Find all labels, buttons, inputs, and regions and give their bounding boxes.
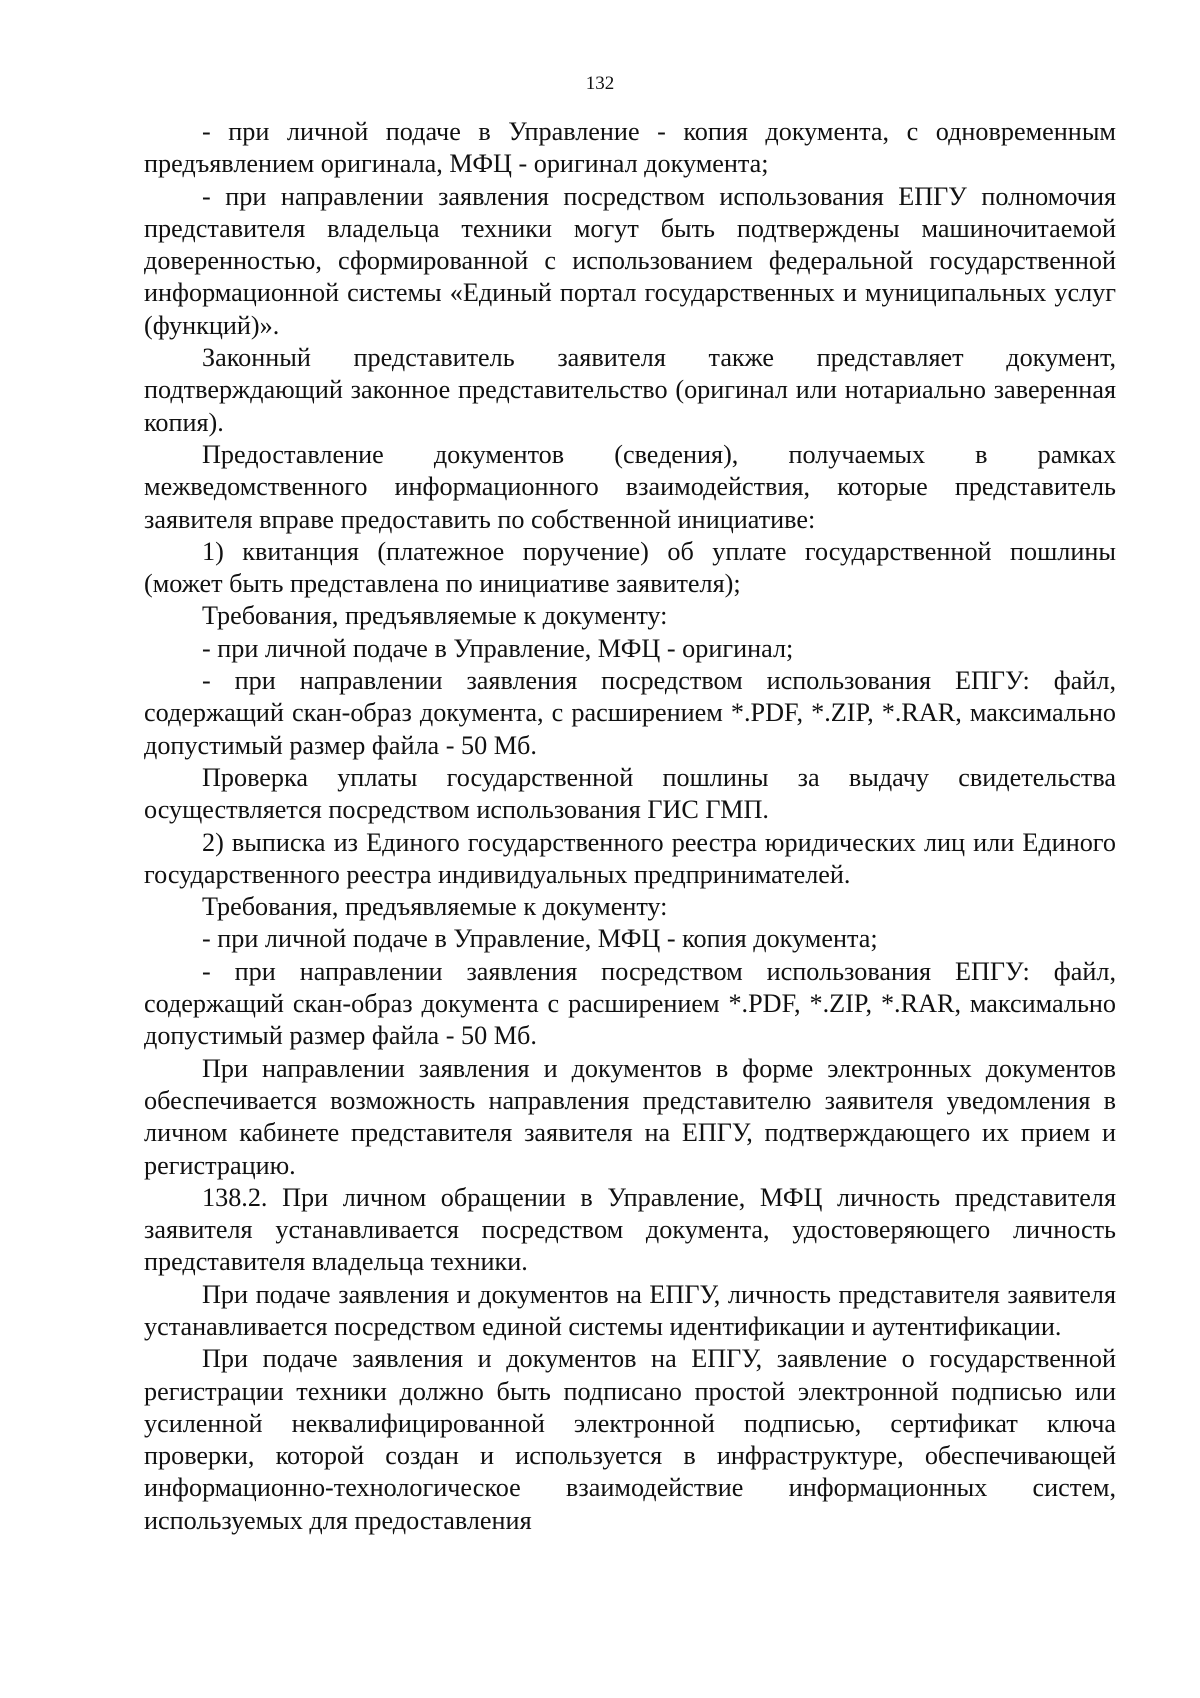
paragraph: При направлении заявления и документов в форме электронных документов обеспечивается возможность направления представителю заявителя уведомления в личном кабинете представителя заявителя на ЕПГУ, подтверждающего их прием и регистрацию. [144,1053,1116,1180]
paragraph: При подаче заявления и документов на ЕПГУ, заявление о государственной регистрации техники должно быть подписано простой электронной подписью или усиленной неквалифицированной электронной подписью, сертификат ключа проверки, которой создан и используется в инфраструктуре, обеспечивающей информационно-технологическое взаимодействие информационных систем, используемых для предоставления [144,1344,1116,1535]
paragraph: 138.2. При личном обращении в Управление, МФЦ личность представителя заявителя устанавливается посредством документа, удостоверяющего личность представителя владельца техники. [144,1182,1116,1277]
paragraph: - при личной подаче в Управление - копия документа, с одновременным предъявлением оригинала, МФЦ - оригинал документа; [144,117,1116,179]
paragraph: 1) квитанция (платежное поручение) об уплате государственной пошлины (может быть представлена по инициативе заявителя); [144,536,1116,599]
paragraph: - при направлении заявления посредством использования ЕПГУ: файл, содержащий скан-образ документа, с расширением *.PDF, *.ZIP, *.RAR, максимально допустимый размер файла - 50 Мб. [144,666,1116,760]
paragraph: - при направлении заявления посредством использования ЕПГУ полномочия представителя владельца техники могут быть подтверждены машиночитаемой доверенностью, сформированной с использованием федеральной государственной информационной системы «Единый портал государственных и муниципальных услуг (функций)». [144,181,1116,340]
paragraph: - при направлении заявления посредством использования ЕПГУ: файл, содержащий скан-образ документа с расширением *.PDF, *.ZIP, *.RAR, максимально допустимый размер файла - 50 Мб. [144,956,1116,1051]
paragraph: При подаче заявления и документов на ЕПГУ, личность представителя заявителя устанавливается посредством единой системы идентификации и аутентификации. [144,1279,1116,1341]
paragraph: 2) выписка из Единого государственного реестра юридических лиц или Единого государственного реестра индивидуальных предпринимателей. [144,827,1116,889]
paragraph: - при личной подаче в Управление, МФЦ - оригинал; [202,633,794,663]
paragraph: Предоставление документов (сведения), получаемых в рамках межведомственного информационного взаимодействия, которые представитель заявителя вправе предоставить по собственной инициативе: [144,439,1116,534]
paragraph: Проверка уплаты государственной пошлины за выдачу свидетельства осуществляется посредством использования ГИС ГМП. [144,762,1116,825]
document-body [144,116,1116,1537]
paragraph: Законный представитель заявителя также представляет документ, подтверждающий законное представительство (оригинал или нотариально заверенная копия). [144,343,1116,437]
page-number: 132 [585,73,615,94]
paragraph: Требования, предъявляемые к документу: [202,892,668,922]
paragraph: Требования, предъявляемые к документу: [202,601,668,631]
paragraph: - при личной подаче в Управление, МФЦ - копия документа; [202,924,878,954]
